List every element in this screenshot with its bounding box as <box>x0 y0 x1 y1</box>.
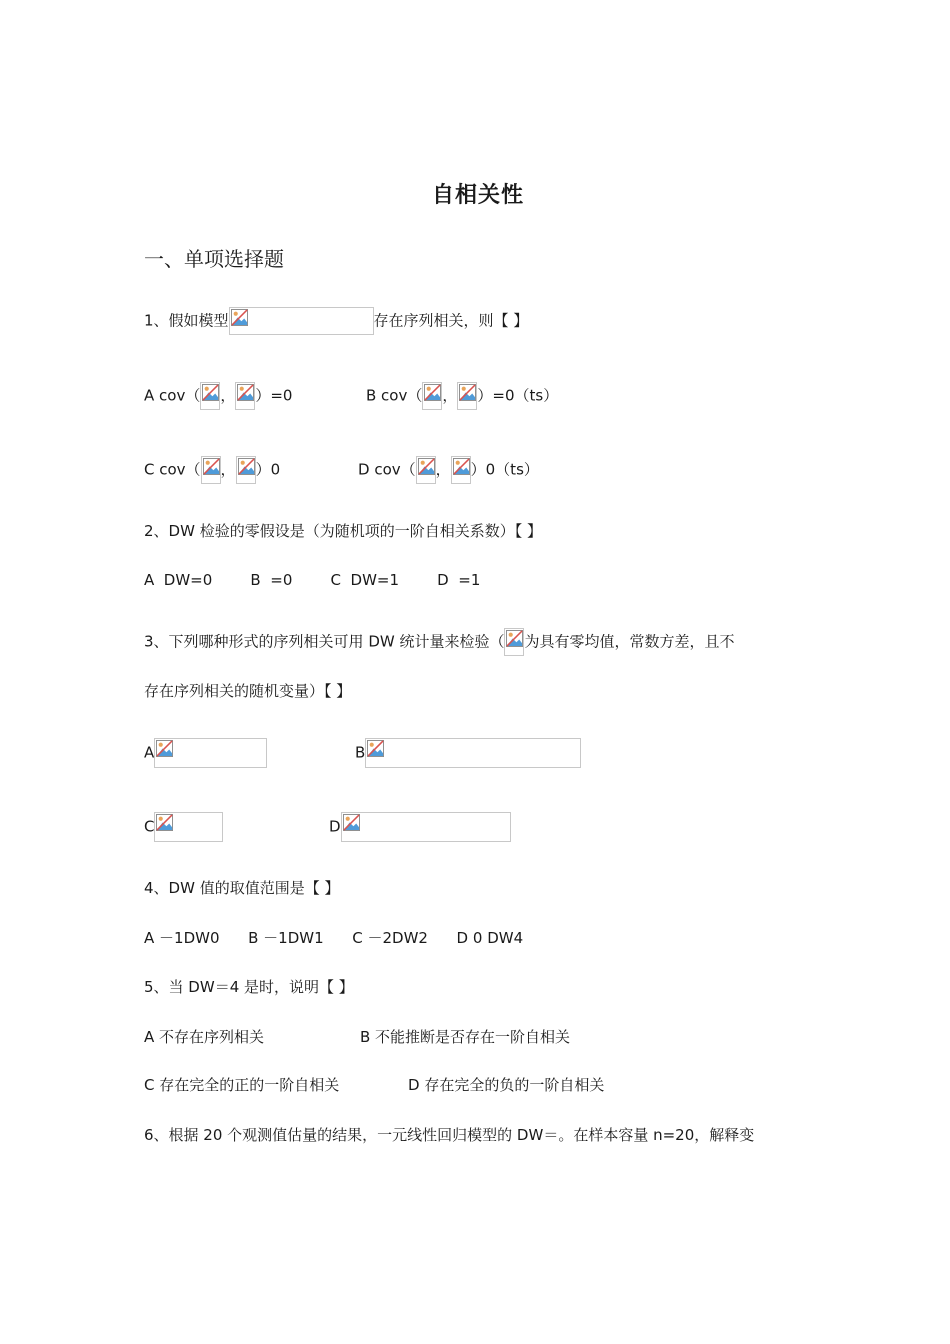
option-d-text: D cov（ <box>358 460 416 479</box>
option-c-tail: ）0 <box>255 460 281 479</box>
question-1 <box>144 307 528 335</box>
question-3-line-2: 存在序列相关的随机变量）【 】 <box>144 682 352 700</box>
formula-image <box>236 456 256 484</box>
question-3-prefix: 3、下列哪种形式的序列相关可用 DW 统计量来检验（ <box>144 632 505 651</box>
q5-option-c: C 存在完全的正的一阶自相关 <box>144 1076 340 1094</box>
q5-option-b: B 不能推断是否存在一阶自相关 <box>360 1028 571 1046</box>
question-4: 4、DW 值的取值范围是【 】 <box>144 879 340 897</box>
page-title: 自相关性 <box>432 183 525 208</box>
q1-option-c <box>144 456 280 484</box>
formula-image <box>457 382 477 410</box>
formula-image <box>235 382 255 410</box>
formula-image <box>201 456 221 484</box>
option-c-text: C cov（ <box>144 460 201 479</box>
q1-option-d <box>358 456 539 484</box>
q3-option-a <box>144 738 267 768</box>
broken-image-icon <box>424 384 441 401</box>
question-2-options: A DW=0 B =0 C DW=1 D =1 <box>144 571 481 589</box>
option-a-text: A cov（ <box>144 386 201 405</box>
broken-image-icon <box>156 814 173 831</box>
comma: ， <box>442 386 458 405</box>
comma: ， <box>220 460 236 479</box>
question-3-suffix: 为具有零均值，常数方差，且不 <box>524 632 735 651</box>
broken-image-icon <box>156 740 173 757</box>
broken-image-icon <box>453 458 470 475</box>
question-1-suffix: 存在序列相关，则【 】 <box>373 311 529 330</box>
option-a-label: A <box>144 743 155 762</box>
broken-image-icon <box>203 458 220 475</box>
question-6: 6、根据 20 个观测值估量的结果，一元线性回归模型的 DW＝。在样本容量 n=20，解释变 <box>144 1126 755 1144</box>
option-b-text: B cov（ <box>366 386 423 405</box>
question-1-prefix: 1、假如模型 <box>144 311 229 330</box>
formula-image <box>451 456 471 484</box>
comma: ， <box>435 460 451 479</box>
formula-image <box>422 382 442 410</box>
broken-image-icon <box>238 458 255 475</box>
question-3-line-1 <box>144 628 734 656</box>
formula-image <box>154 812 223 842</box>
q5-option-a: A 不存在序列相关 <box>144 1028 265 1046</box>
q1-option-b <box>366 382 558 410</box>
formula-image <box>154 738 267 768</box>
option-d-tail: ）0（ts） <box>470 460 539 479</box>
broken-image-icon <box>237 384 254 401</box>
broken-image-icon <box>202 384 219 401</box>
option-d-label: D <box>329 817 341 836</box>
broken-image-icon <box>459 384 476 401</box>
q3-option-b <box>355 738 581 768</box>
q1-option-a <box>144 382 292 410</box>
q3-option-d <box>329 812 511 842</box>
q3-option-c <box>144 812 223 842</box>
formula-image <box>341 812 511 842</box>
formula-image <box>416 456 436 484</box>
question-2: 2、DW 检验的零假设是（为随机项的一阶自相关系数）【 】 <box>144 522 542 540</box>
formula-image <box>504 628 524 656</box>
formula-image <box>200 382 220 410</box>
option-b-label: B <box>355 743 366 762</box>
broken-image-icon <box>231 309 248 326</box>
section-heading: 一、单项选择题 <box>144 247 284 271</box>
broken-image-icon <box>343 814 360 831</box>
option-b-tail: ）=0（ts） <box>477 386 559 405</box>
broken-image-icon <box>367 740 384 757</box>
q5-option-d: D 存在完全的负的一阶自相关 <box>408 1076 605 1094</box>
formula-image <box>365 738 581 768</box>
comma: ， <box>220 386 236 405</box>
broken-image-icon <box>506 630 523 647</box>
model-formula-image <box>229 307 374 335</box>
option-c-label: C <box>144 817 155 836</box>
question-4-options: A －1DW0 B －1DW1 C －2DW2 D 0 DW4 <box>144 929 524 947</box>
broken-image-icon <box>418 458 435 475</box>
option-a-tail: ）=0 <box>255 386 293 405</box>
question-5: 5、当 DW＝4 是时，说明【 】 <box>144 978 354 996</box>
